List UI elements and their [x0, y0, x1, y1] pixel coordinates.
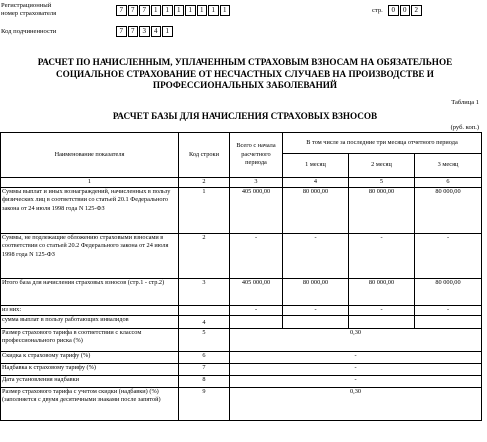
row-month-1: 80 000,00 — [283, 278, 349, 305]
row-total — [230, 315, 283, 328]
row-value: 0,30 — [230, 328, 482, 351]
digit-cell: 7 — [128, 26, 139, 37]
units-label: (руб. коп.) — [450, 124, 479, 131]
header-last-three-months: В том числе за последние три месяца отчетного периода — [283, 133, 482, 154]
row-month-1: 80 000,00 — [283, 187, 349, 233]
col-number: 2 — [179, 178, 230, 188]
digit-cell: 2 — [411, 5, 422, 16]
header-total: Всего с начала расчетного периода — [230, 133, 283, 178]
row-total: - — [230, 305, 283, 315]
page-number-cells — [388, 5, 423, 16]
row-month-3 — [415, 315, 482, 328]
row-code: 7 — [179, 363, 230, 375]
reg-number-label: Регистрационный номер страхователя — [1, 2, 57, 17]
page-label: стр. — [372, 7, 383, 14]
row-code: 3 — [179, 278, 230, 305]
row-name: Надбавка к страховому тарифу (%) — [1, 363, 179, 375]
row-name: сумма выплат в пользу работающих инвалидов — [1, 315, 179, 328]
col-number: 3 — [230, 178, 283, 188]
digit-cell: 7 — [116, 26, 127, 37]
row-month-3: - — [415, 305, 482, 315]
form-title: РАСЧЕТ ПО НАЧИСЛЕННЫМ, УПЛАЧЕННЫМ СТРАХОВЫМ ВЗНОСАМ НА ОБЯЗАТЕЛЬНОЕ СОЦИАЛЬНОЕ СТРАХОВАНИЕ ОТ НЕСЧАСТНЫХ СЛУЧАЕВ НА ПРОИЗВОДСТВЕ И ПРОФЕССИОНАЛЬНЫХ ЗАБОЛЕВАНИЙ — [37, 57, 453, 90]
row-month-2: - — [349, 233, 415, 278]
col-number: 1 — [1, 178, 179, 188]
digit-cell: 1 — [151, 5, 162, 16]
header-row-code: Код строки — [179, 133, 230, 178]
row-month-2 — [349, 315, 415, 328]
header-month-1: 1 месяц — [283, 154, 349, 178]
table-row — [1, 375, 482, 387]
digit-cell: 7 — [116, 5, 127, 16]
digit-cell: 1 — [220, 5, 231, 16]
contribution-base-table — [0, 132, 482, 421]
row-value: - — [230, 363, 482, 375]
digit-cell: 7 — [139, 5, 150, 16]
header-indicator-name: Наименование показателя — [1, 133, 179, 178]
digit-cell: 1 — [174, 5, 185, 16]
col-number: 5 — [349, 178, 415, 188]
reg-number-cells — [116, 5, 231, 16]
digit-cell: 3 — [139, 26, 150, 37]
table-row — [1, 363, 482, 375]
digit-cell: 4 — [151, 26, 162, 37]
row-code: 2 — [179, 233, 230, 278]
digit-cell: 1 — [162, 5, 173, 16]
digit-cell: 0 — [400, 5, 411, 16]
row-month-2: 80 000,00 — [349, 187, 415, 233]
digit-cell: 1 — [208, 5, 219, 16]
subordination-code-cells — [116, 26, 174, 37]
row-code: 8 — [179, 375, 230, 387]
col-number: 4 — [283, 178, 349, 188]
row-month-3: 80 000,00 — [415, 187, 482, 233]
table-subtitle: РАСЧЕТ БАЗЫ ДЛЯ НАЧИСЛЕНИЯ СТРАХОВЫХ ВЗНОСОВ — [112, 111, 378, 121]
table-row — [1, 351, 482, 363]
digit-cell: 7 — [128, 5, 139, 16]
row-code — [179, 305, 230, 315]
digit-cell: 1 — [162, 26, 173, 37]
row-code: 4 — [179, 315, 230, 328]
row-month-3: 80 000,00 — [415, 278, 482, 305]
row-name: Скидка к страховому тарифу (%) — [1, 351, 179, 363]
row-name: Суммы выплат и иных вознаграждений, начисленных в пользу физических лиц в соответствии со статьей 20.1 Федерального закона от 24 июля 1998 года N 125-ФЗ — [1, 187, 179, 233]
row-name: из них: — [1, 305, 179, 315]
header-month-2: 2 месяц — [349, 154, 415, 178]
digit-cell: 1 — [197, 5, 208, 16]
row-name: Размер страхового тарифа с учетом скидки (надбавки) (%) (заполняется с двумя десятичными знаками после запятой) — [1, 387, 179, 420]
row-name: Итого база для начисления страховых взносов (стр.1 - стр.2) — [1, 278, 179, 305]
table-row — [1, 387, 482, 420]
row-value: 0,30 — [230, 387, 482, 420]
row-month-1: - — [283, 233, 349, 278]
row-month-1 — [283, 315, 349, 328]
table-row — [1, 315, 482, 328]
table-row — [1, 328, 482, 351]
row-code: 6 — [179, 351, 230, 363]
row-code: 5 — [179, 328, 230, 351]
digit-cell: 1 — [185, 5, 196, 16]
row-month-2: - — [349, 305, 415, 315]
table-row — [1, 233, 482, 278]
table-number: Таблица 1 — [451, 99, 479, 106]
table-row — [1, 305, 482, 315]
col-number: 6 — [415, 178, 482, 188]
row-name: Размер страхового тарифа в соответствии с классом профессионального риска (%) — [1, 328, 179, 351]
header-month-3: 3 месяц — [415, 154, 482, 178]
table-row — [1, 278, 482, 305]
row-name: Дата установления надбавки — [1, 375, 179, 387]
row-value: - — [230, 351, 482, 363]
row-value: - — [230, 375, 482, 387]
row-month-1: - — [283, 305, 349, 315]
row-total: 405 000,00 — [230, 187, 283, 233]
row-total: - — [230, 233, 283, 278]
table-row — [1, 187, 482, 233]
digit-cell: 0 — [388, 5, 399, 16]
subordination-code-label: Код подчиненности — [1, 28, 57, 35]
row-month-3: - — [415, 233, 482, 278]
row-total: 405 000,00 — [230, 278, 283, 305]
row-name: Суммы, не подлежащие обложению страховыми взносами в соответствии со статьей 20.2 Федерального закона от 24 июля 1998 года N 125-ФЗ — [1, 233, 179, 278]
row-code: 9 — [179, 387, 230, 420]
row-month-2: 80 000,00 — [349, 278, 415, 305]
row-code: 1 — [179, 187, 230, 233]
